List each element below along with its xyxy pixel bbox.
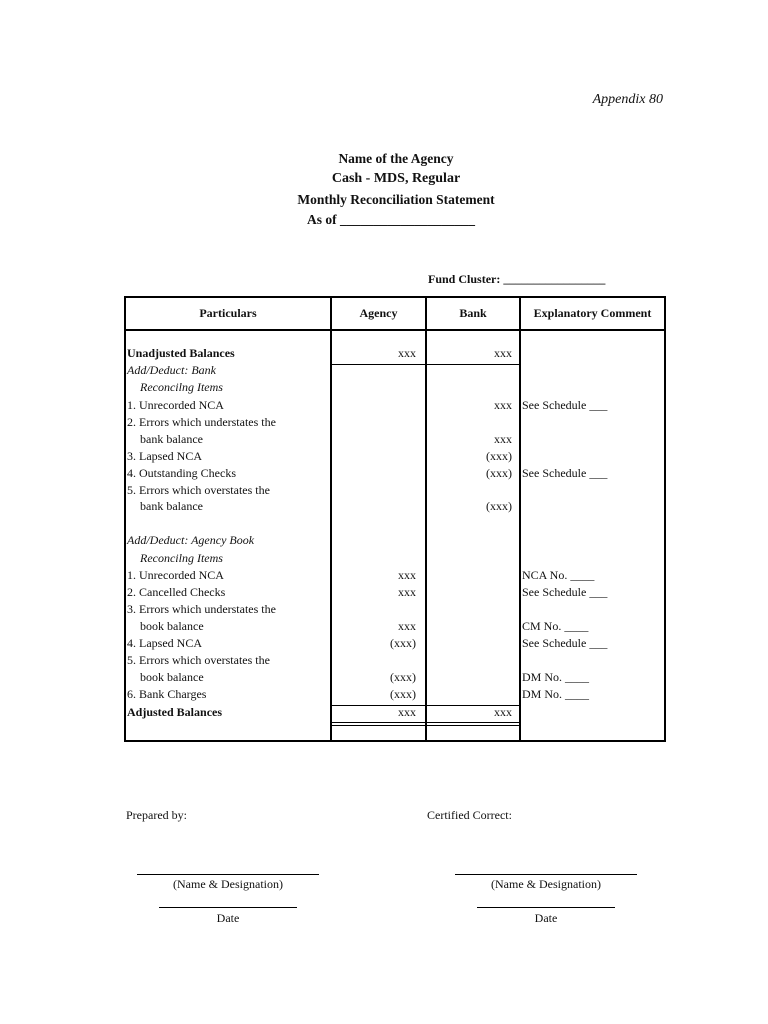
row-bank: xxx — [494, 346, 512, 360]
row-agency: xxx — [398, 346, 416, 360]
row-label: book balance — [140, 670, 204, 684]
col-header-comment: Explanatory Comment — [533, 306, 652, 320]
row-comment: See Schedule ___ — [522, 398, 608, 412]
row-label: 5. Errors which overstates the — [127, 483, 270, 497]
col-header-bank: Bank — [459, 306, 487, 320]
row-label: Adjusted Balances — [127, 705, 223, 719]
row-bank: (xxx) — [486, 499, 512, 513]
row-label: Add/Deduct: Agency Book — [127, 533, 255, 547]
header-divider — [124, 329, 666, 331]
as-of-line: As of ____________________ — [307, 212, 475, 227]
row-label: Unadjusted Balances — [127, 346, 235, 360]
row-comment: See Schedule ___ — [522, 585, 608, 599]
appendix-label: Appendix 80 — [592, 92, 663, 107]
row-label: 2. Errors which understates the — [127, 415, 276, 429]
row-agency: (xxx) — [390, 687, 416, 701]
row-agency: xxx — [398, 705, 416, 719]
row-bank: xxx — [494, 705, 512, 719]
row-label: Reconcilng Items — [140, 551, 223, 565]
certified-date-line — [477, 907, 615, 908]
adjusted-underline-1 — [332, 722, 519, 723]
prepared-signature-line — [137, 874, 319, 875]
row-label: Reconcilng Items — [140, 380, 223, 394]
prepared-date-caption: Date — [216, 911, 240, 925]
row-label: book balance — [140, 619, 204, 633]
prepared-date-line — [159, 907, 297, 908]
prepared-name-caption: (Name & Designation) — [173, 877, 283, 891]
row-label: 3. Errors which understates the — [127, 602, 276, 616]
row-label: 3. Lapsed NCA — [127, 449, 202, 463]
certified-correct-label: Certified Correct: — [427, 808, 512, 822]
row-label: 1. Unrecorded NCA — [127, 568, 224, 582]
row-bank: xxx — [494, 398, 512, 412]
fund-cluster: Fund Cluster: _________________ — [428, 272, 606, 286]
certified-date-caption: Date — [534, 911, 558, 925]
row-agency: (xxx) — [390, 670, 416, 684]
col-divider-comment — [519, 296, 521, 742]
row-label: Add/Deduct: Bank — [127, 363, 216, 377]
col-header-agency: Agency — [359, 306, 398, 320]
row-comment: DM No. ____ — [522, 687, 590, 701]
row-label: 4. Outstanding Checks — [127, 466, 236, 480]
col-divider-bank — [425, 296, 427, 742]
prepared-by-label: Prepared by: — [126, 808, 187, 822]
row-label: 6. Bank Charges — [127, 687, 207, 701]
row-agency: xxx — [398, 619, 416, 633]
col-header-particulars: Particulars — [199, 306, 257, 320]
row-comment: CM No. ____ — [522, 619, 589, 633]
row-label: bank balance — [140, 499, 203, 513]
row-label: 2. Cancelled Checks — [127, 585, 226, 599]
adjusted-underline-2 — [332, 725, 519, 726]
row-bank: xxx — [494, 432, 512, 446]
row-agency: xxx — [398, 585, 416, 599]
row-label: 1. Unrecorded NCA — [127, 398, 224, 412]
row-label: 5. Errors which overstates the — [127, 653, 270, 667]
certified-name-caption: (Name & Designation) — [491, 877, 601, 891]
row-agency: xxx — [398, 568, 416, 582]
row-comment: See Schedule ___ — [522, 636, 608, 650]
row-comment: See Schedule ___ — [522, 466, 608, 480]
row-bank: (xxx) — [486, 466, 512, 480]
row-agency: (xxx) — [390, 636, 416, 650]
row-comment: DM No. ____ — [522, 670, 590, 684]
statement-title: Monthly Reconciliation Statement — [297, 192, 495, 207]
agency-name: Name of the Agency — [338, 151, 454, 166]
unadjusted-underline — [332, 364, 519, 365]
fund-title: Cash - MDS, Regular — [331, 171, 461, 186]
certified-signature-line — [455, 874, 637, 875]
row-bank: (xxx) — [486, 449, 512, 463]
row-comment: NCA No. ____ — [522, 568, 595, 582]
row-label: bank balance — [140, 432, 203, 446]
row-label: 4. Lapsed NCA — [127, 636, 202, 650]
